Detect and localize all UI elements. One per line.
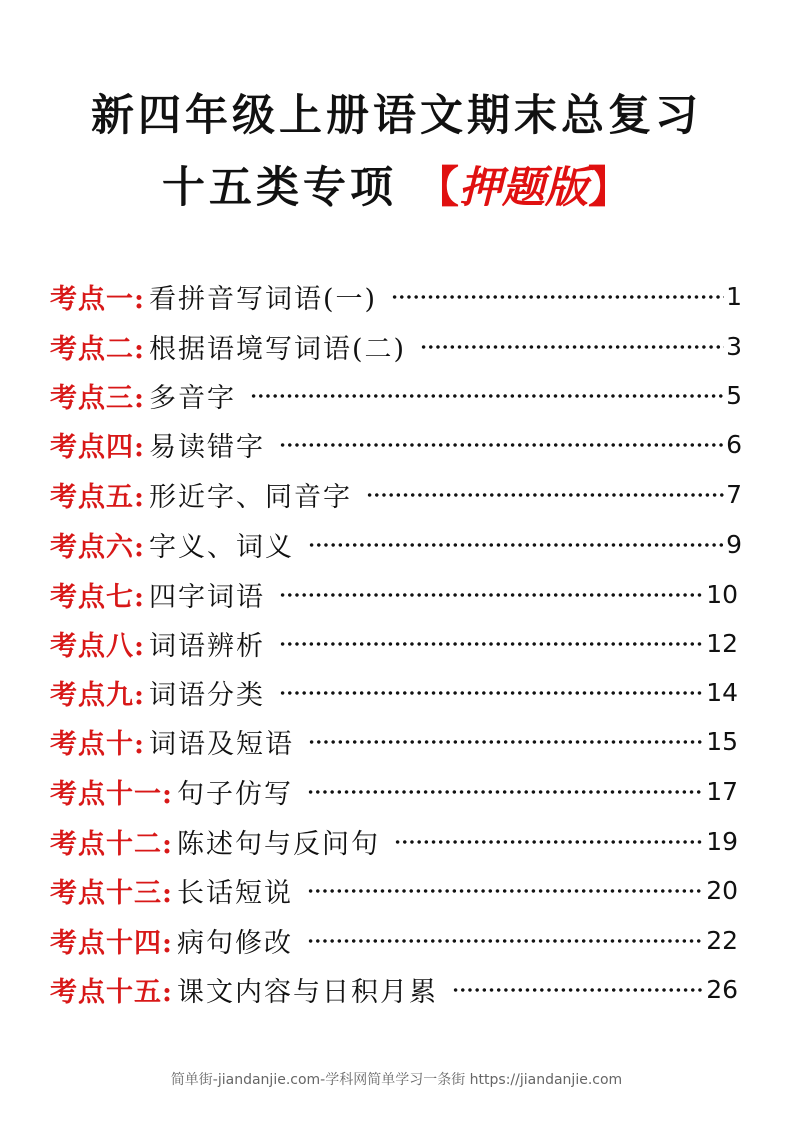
- toc-leader-dots: [308, 524, 724, 564]
- toc-title: 词语及短语: [148, 728, 294, 760]
- toc-leader-dots: [279, 672, 704, 712]
- toc-title: 长话短说: [176, 877, 293, 909]
- page-footer: [0, 1069, 793, 1089]
- toc-row: [50, 771, 738, 811]
- toc-leader-dots: [307, 920, 704, 960]
- toc-leader-dots: [279, 424, 724, 464]
- toc-row: [50, 574, 738, 614]
- title-text-2: 十五类专项: [162, 163, 397, 213]
- toc-title: 课文内容与日积月累: [176, 976, 438, 1008]
- toc-page-number: 9: [726, 529, 742, 559]
- toc-page-number: 22: [706, 925, 738, 955]
- badge-close-bracket: 】: [587, 163, 631, 213]
- toc-page-number: 19: [706, 826, 738, 856]
- toc-title: 词语分类: [148, 679, 265, 711]
- toc-row: [50, 870, 738, 910]
- toc-row: [50, 326, 742, 366]
- toc-title: 形近字、同音字: [148, 481, 352, 513]
- toc-label: 考点三:: [50, 382, 145, 414]
- toc-title: 句子仿写: [176, 778, 293, 810]
- title-text-1: 新四年级上册语文期末总复习: [91, 91, 702, 141]
- toc-title: 看拼音写词语(一): [148, 283, 378, 315]
- toc-label: 考点十二:: [50, 828, 173, 860]
- toc-row: [50, 474, 742, 514]
- toc-label: 考点二:: [50, 333, 145, 365]
- toc-leader-dots: [279, 574, 704, 614]
- toc-title: 多音字: [148, 382, 236, 414]
- toc-page-number: 3: [726, 331, 742, 361]
- toc-leader-dots: [452, 969, 704, 1009]
- toc-page-number: 5: [726, 380, 742, 410]
- toc-row: [50, 623, 738, 663]
- toc-label: 考点五:: [50, 481, 145, 513]
- toc-row: [50, 276, 742, 316]
- toc-label: 考点十:: [50, 728, 145, 760]
- toc-row: [50, 672, 738, 712]
- toc-label: 考点一:: [50, 283, 145, 315]
- toc-page-number: 12: [706, 628, 738, 658]
- toc-title: 根据语境写词语(二): [148, 333, 407, 365]
- toc-title: 易读错字: [148, 431, 265, 463]
- toc-page-number: 10: [706, 579, 738, 609]
- badge-open-bracket: 【: [415, 163, 459, 213]
- toc-title: 四字词语: [148, 581, 265, 613]
- badge-text: 押题版: [458, 163, 588, 213]
- toc-page-number: 7: [726, 479, 742, 509]
- toc-leader-dots: [279, 623, 704, 663]
- toc-title: 词语辨析: [148, 630, 265, 662]
- toc-page-number: 20: [706, 875, 738, 905]
- toc-leader-dots: [391, 276, 724, 316]
- toc-page-number: 6: [726, 429, 742, 459]
- toc-row: [50, 920, 738, 960]
- toc-label: 考点八:: [50, 630, 145, 662]
- toc-page-number: 14: [706, 677, 738, 707]
- toc-row: [50, 721, 738, 761]
- toc-page-number: 15: [706, 726, 738, 756]
- toc-leader-dots: [307, 771, 704, 811]
- toc-label: 考点九:: [50, 679, 145, 711]
- toc-row: [50, 375, 742, 415]
- toc-row: [50, 821, 738, 861]
- toc-leader-dots: [250, 375, 724, 415]
- toc-row: [50, 424, 742, 464]
- toc-leader-dots: [366, 474, 724, 514]
- toc-leader-dots: [420, 326, 724, 366]
- toc-label: 考点十三:: [50, 877, 173, 909]
- toc-label: 考点十一:: [50, 778, 173, 810]
- toc-row: [50, 524, 742, 564]
- toc-page-number: 1: [726, 281, 742, 311]
- toc-leader-dots: [307, 870, 704, 910]
- toc-leader-dots: [394, 821, 704, 861]
- toc-title: 字义、词义: [148, 531, 294, 563]
- toc-label: 考点四:: [50, 431, 145, 463]
- toc-title: 陈述句与反问句: [176, 828, 380, 860]
- toc-label: 考点七:: [50, 581, 145, 613]
- toc-label: 考点十四:: [50, 927, 173, 959]
- toc-label: 考点十五:: [50, 976, 173, 1008]
- toc-page-number: 17: [706, 776, 738, 806]
- toc-leader-dots: [308, 721, 704, 761]
- toc-title: 病句修改: [176, 927, 293, 959]
- toc-label: 考点六:: [50, 531, 145, 563]
- toc-row: [50, 969, 738, 1009]
- footer-text: 简单街-jiandanjie.com-学科网简单学习一条街 https://jiandanjie.com: [170, 1072, 623, 1088]
- toc-page-number: 26: [706, 974, 738, 1004]
